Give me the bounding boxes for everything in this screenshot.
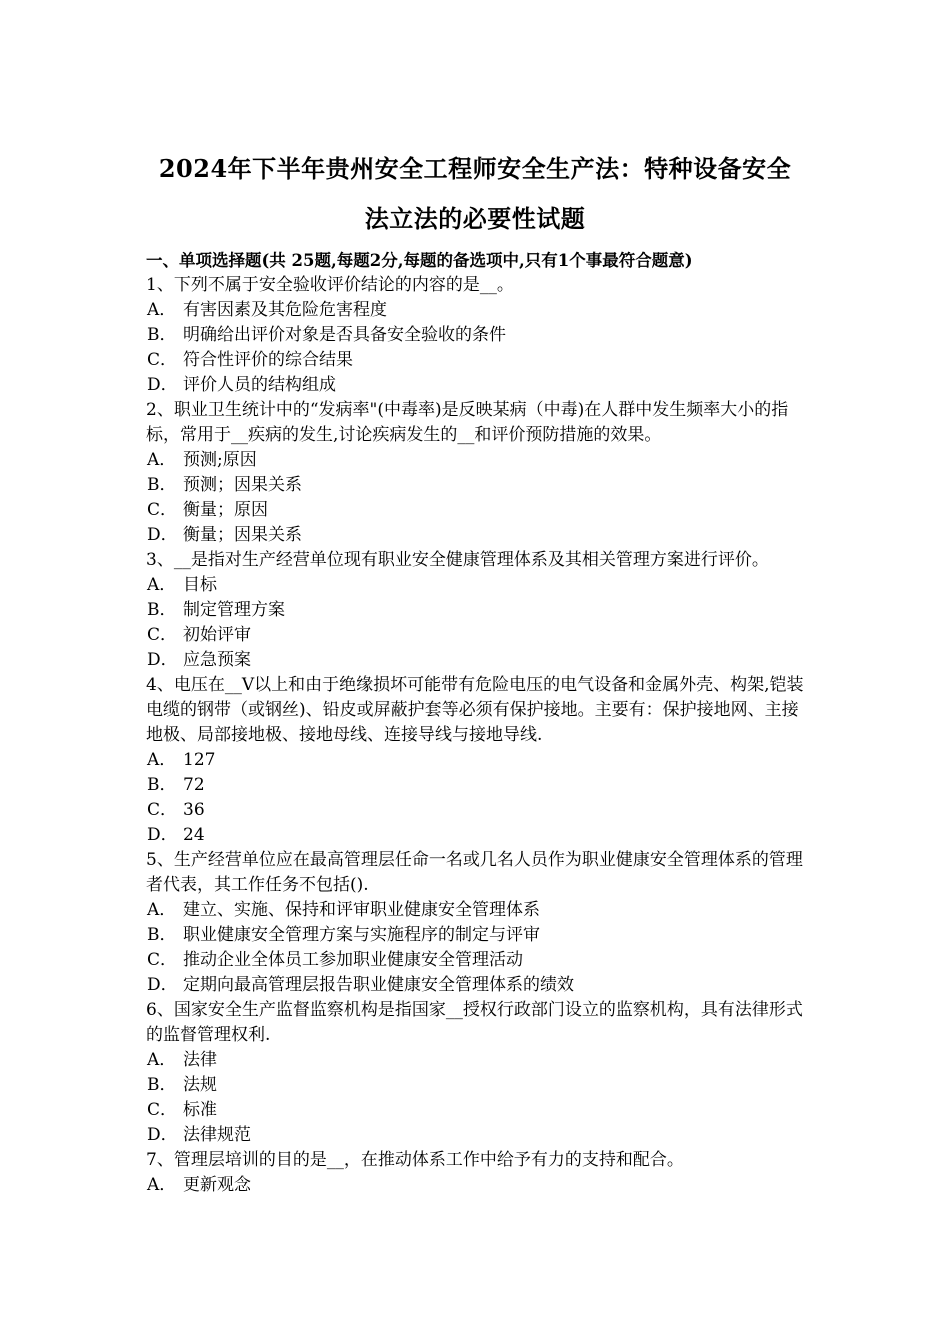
question-7 (146, 1148, 811, 1198)
option-letter: A． (147, 300, 177, 320)
option-text: 衡量；原因 (183, 500, 268, 520)
question-2 (146, 398, 811, 548)
question-stem: 2、职业卫生统计中的“发病率"(中毒率)是反映某病（中毒)在人群中发生频率大小的指标，常用于__疾病的发生,讨论疾病发生的__和评价预防措施的效果。 (146, 400, 789, 445)
option-letter: D． (147, 650, 178, 670)
option-d (146, 648, 811, 673)
option-text: 标准 (183, 1100, 217, 1120)
option-text: 职业健康安全管理方案与实施程序的制定与评审 (183, 925, 540, 945)
option-text: 72 (183, 775, 205, 795)
option-a (146, 298, 811, 323)
option-letter: B． (147, 925, 177, 945)
option-letter: D． (147, 525, 178, 545)
option-b (146, 473, 811, 498)
option-letter: C． (147, 625, 178, 645)
option-letter: A． (147, 1175, 177, 1195)
option-text: 法律 (183, 1050, 217, 1070)
option-letter: C． (147, 1100, 178, 1120)
option-letter: C． (147, 800, 178, 820)
option-text: 应急预案 (183, 650, 251, 670)
option-text: 法律规范 (183, 1125, 251, 1145)
option-text: 初始评审 (183, 625, 251, 645)
option-b (146, 923, 811, 948)
option-text: 预测;原因 (183, 450, 257, 470)
option-text: 建立、实施、保持和评审职业健康安全管理体系 (183, 900, 540, 920)
option-text: 制定管理方案 (183, 600, 285, 620)
option-letter: B． (147, 325, 177, 345)
option-c (146, 623, 811, 648)
document-title-line-2: 法立法的必要性试题 (364, 204, 586, 233)
question-stem: 5、生产经营单位应在最高管理层任命一名或几名人员作为职业健康安全管理体系的管理者代表，其工作任务不包括(). (146, 850, 803, 895)
option-b (146, 323, 811, 348)
question-5 (146, 848, 811, 998)
option-b (146, 1073, 811, 1098)
option-letter: A． (147, 575, 177, 595)
question-stem: 4、电压在__V以上和由于绝缘损坏可能带有危险电压的电气设备和金属外壳、构架,铠装电缆的钢带（或钢丝)、铅皮或屏蔽护套等必须有保护接地。主要有：保护接地网、主接地极、局部接地极、接地母线、连接导线与接地导线. (146, 675, 804, 745)
option-text: 符合性评价的综合结果 (183, 350, 353, 370)
option-letter: B． (147, 475, 177, 495)
question-stem: 6、国家安全生产监督监察机构是指国家__授权行政部门设立的监察机构，具有法律形式的监督管理权利. (146, 1000, 803, 1045)
option-a (146, 448, 811, 473)
question-4 (146, 673, 811, 848)
option-letter: A． (147, 750, 177, 770)
option-letter: D． (147, 1125, 178, 1145)
question-stem: 7、管理层培训的目的是__，在推动体系工作中给予有力的支持和配合。 (146, 1150, 684, 1170)
option-letter: D． (147, 825, 178, 845)
option-d (146, 373, 811, 398)
option-a (146, 1048, 811, 1073)
option-text: 36 (183, 800, 205, 820)
question-6 (146, 998, 811, 1148)
option-letter: C． (147, 950, 178, 970)
question-stem: 3、__是指对生产经营单位现有职业安全健康管理体系及其相关管理方案进行评价。 (146, 550, 769, 570)
option-letter: A． (147, 1050, 177, 1070)
document-body (146, 248, 811, 1198)
option-letter: C． (147, 500, 178, 520)
question-3 (146, 548, 811, 673)
option-text: 有害因素及其危险危害程度 (183, 300, 387, 320)
option-b (146, 598, 811, 623)
option-letter: D． (147, 375, 178, 395)
option-letter: C． (147, 350, 178, 370)
option-b (146, 773, 811, 798)
option-text: 推动企业全体员工参加职业健康安全管理活动 (183, 950, 523, 970)
question-stem: 1、下列不属于安全验收评价结论的内容的是__。 (146, 275, 514, 295)
option-c (146, 798, 811, 823)
section-heading: 一、单项选择题(共 25题,每题2分,每题的备选项中,只有1个事最符合题意) (146, 251, 693, 270)
option-c (146, 1098, 811, 1123)
option-letter: B． (147, 600, 177, 620)
option-a (146, 748, 811, 773)
option-d (146, 523, 811, 548)
option-a (146, 573, 811, 598)
option-text: 24 (183, 825, 205, 845)
option-d (146, 1123, 811, 1148)
option-text: 更新观念 (183, 1175, 251, 1195)
option-d (146, 823, 811, 848)
option-d (146, 973, 811, 998)
option-letter: B． (147, 1075, 177, 1095)
option-a (146, 898, 811, 923)
option-a (146, 1173, 811, 1198)
option-letter: D． (147, 975, 178, 995)
option-text: 评价人员的结构组成 (183, 375, 336, 395)
option-text: 定期向最高管理层报告职业健康安全管理体系的绩效 (183, 975, 574, 995)
option-text: 预测；因果关系 (183, 475, 302, 495)
option-text: 明确给出评价对象是否具备安全验收的条件 (183, 325, 506, 345)
question-1 (146, 273, 811, 398)
option-letter: B． (147, 775, 177, 795)
option-text: 衡量；因果关系 (183, 525, 302, 545)
document-title-line-1: 2024年下半年贵州安全工程师安全生产法：特种设备安全 (158, 154, 792, 183)
option-text: 目标 (183, 575, 217, 595)
option-c (146, 348, 811, 373)
option-text: 127 (183, 750, 216, 770)
option-text: 法规 (183, 1075, 217, 1095)
option-c (146, 498, 811, 523)
option-c (146, 948, 811, 973)
option-letter: A． (147, 450, 177, 470)
option-letter: A． (147, 900, 177, 920)
